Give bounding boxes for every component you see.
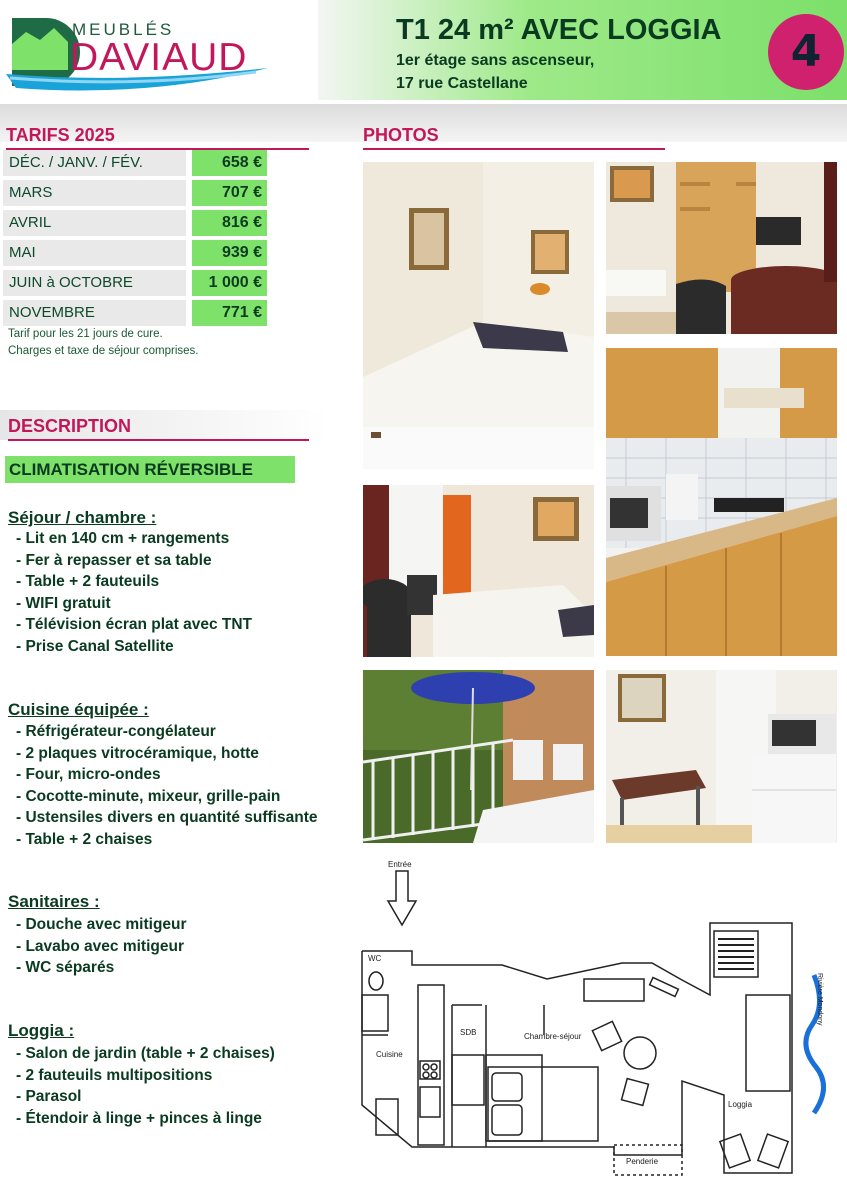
subtitle-line-1: 1er étage sans ascenseur, <box>396 52 595 69</box>
plan-label-wc: WC <box>368 954 382 963</box>
list-item: - Étendoir à linge + pinces à linge <box>16 1109 262 1127</box>
list-item: - WC séparés <box>16 959 115 976</box>
price-value: 816 € <box>192 210 267 236</box>
group-title-loggia: Loggia : <box>8 1021 75 1040</box>
price-label: MARS <box>3 180 186 206</box>
list-item: - Parasol <box>16 1088 82 1105</box>
price-value: 939 € <box>192 240 267 266</box>
plan-label-penderie: Penderie <box>626 1157 659 1166</box>
list-loggia <box>16 1043 275 1129</box>
subtitle-line-2: 17 rue Castellane <box>396 75 528 92</box>
brand-logo <box>6 14 276 100</box>
apartment-number-badge: 4 <box>768 14 844 90</box>
price-label: NOVEMBRE <box>3 300 186 326</box>
list-cuisine <box>16 721 317 850</box>
price-label: DÉC. / JANV. / FÉV. <box>3 150 186 176</box>
list-item: - Lit en 140 cm + rangements <box>16 530 230 547</box>
list-item: - Lavabo avec mitigeur <box>16 937 184 955</box>
price-label: AVRIL <box>3 210 186 236</box>
list-item: - Réfrigérateur-congélateur <box>16 723 216 740</box>
price-value: 707 € <box>192 180 267 206</box>
list-sanitaires <box>16 914 187 979</box>
list-item: - Cocotte-minute, mixeur, grille-pain <box>16 787 281 805</box>
list-item: - Prise Canal Satellite <box>16 637 174 655</box>
list-item: - Télévision écran plat avec TNT <box>16 616 253 633</box>
list-item: - Table + 2 chaises <box>16 830 153 848</box>
plan-label-loggia: Loggia <box>728 1100 753 1109</box>
photos-title: PHOTOS <box>363 125 665 150</box>
list-item: - Table + 2 fauteuils <box>16 573 160 590</box>
price-value: 1 000 € <box>192 270 267 296</box>
list-item: - Ustensiles divers en quantité suffisante <box>16 809 318 826</box>
photo-dining <box>606 670 837 843</box>
brand-main: DAVIAUD <box>70 36 248 79</box>
price-value: 658 € <box>192 150 267 176</box>
list-item: - WIFI gratuit <box>16 594 111 612</box>
plan-label-chambre: Chambre-séjour <box>524 1032 582 1041</box>
photo-bedroom <box>363 162 594 469</box>
photo-loggia <box>363 670 594 843</box>
price-row <box>3 270 267 296</box>
group-title-sanitaires: Sanitaires : <box>8 892 100 911</box>
group-title-cuisine: Cuisine équipée : <box>8 700 149 719</box>
plan-label-entree: Entrée <box>388 860 412 869</box>
group-title-sejour: Séjour / chambre : <box>8 508 157 527</box>
tarif-note-1: Tarif pour les 21 jours de cure. <box>8 328 163 340</box>
price-row <box>3 150 267 176</box>
price-row <box>3 300 267 326</box>
list-item: - Four, micro-ondes <box>16 766 161 783</box>
price-label: JUIN à OCTOBRE <box>3 270 186 296</box>
photo-living <box>606 162 837 334</box>
photo-bedroom-2 <box>363 485 594 657</box>
page-title: T1 24 m² AVEC LOGGIA <box>396 14 722 46</box>
tarifs-title: TARIFS 2025 <box>6 125 309 150</box>
price-value: 771 € <box>192 300 267 326</box>
tarif-note-2: Charges et taxe de séjour comprises. <box>8 345 199 357</box>
plan-label-cuisine: Cuisine <box>376 1050 403 1059</box>
price-row <box>3 210 267 236</box>
list-sejour <box>16 528 252 657</box>
list-item: - Fer à repasser et sa table <box>16 551 212 569</box>
list-item: - 2 plaques vitrocéramique, hotte <box>16 744 259 762</box>
list-item: - Douche avec mitigeur <box>16 916 187 933</box>
floor-plan-drawing <box>352 855 832 1185</box>
photo-kitchen <box>606 348 837 656</box>
plan-label-sdb: SDB <box>460 1028 477 1037</box>
climatisation-banner: CLIMATISATION RÉVERSIBLE <box>5 456 295 483</box>
price-label: MAI <box>3 240 186 266</box>
list-item: - 2 fauteuils multipositions <box>16 1066 213 1084</box>
description-title: DESCRIPTION <box>8 416 309 441</box>
price-row <box>3 240 267 266</box>
brand-top: MEUBLÉS <box>72 20 175 39</box>
list-item: - Salon de jardin (table + 2 chaises) <box>16 1045 275 1062</box>
floor-plan <box>352 855 832 1185</box>
price-row <box>3 180 267 206</box>
plan-label-riviere: Rivière Mondony <box>816 973 823 1026</box>
